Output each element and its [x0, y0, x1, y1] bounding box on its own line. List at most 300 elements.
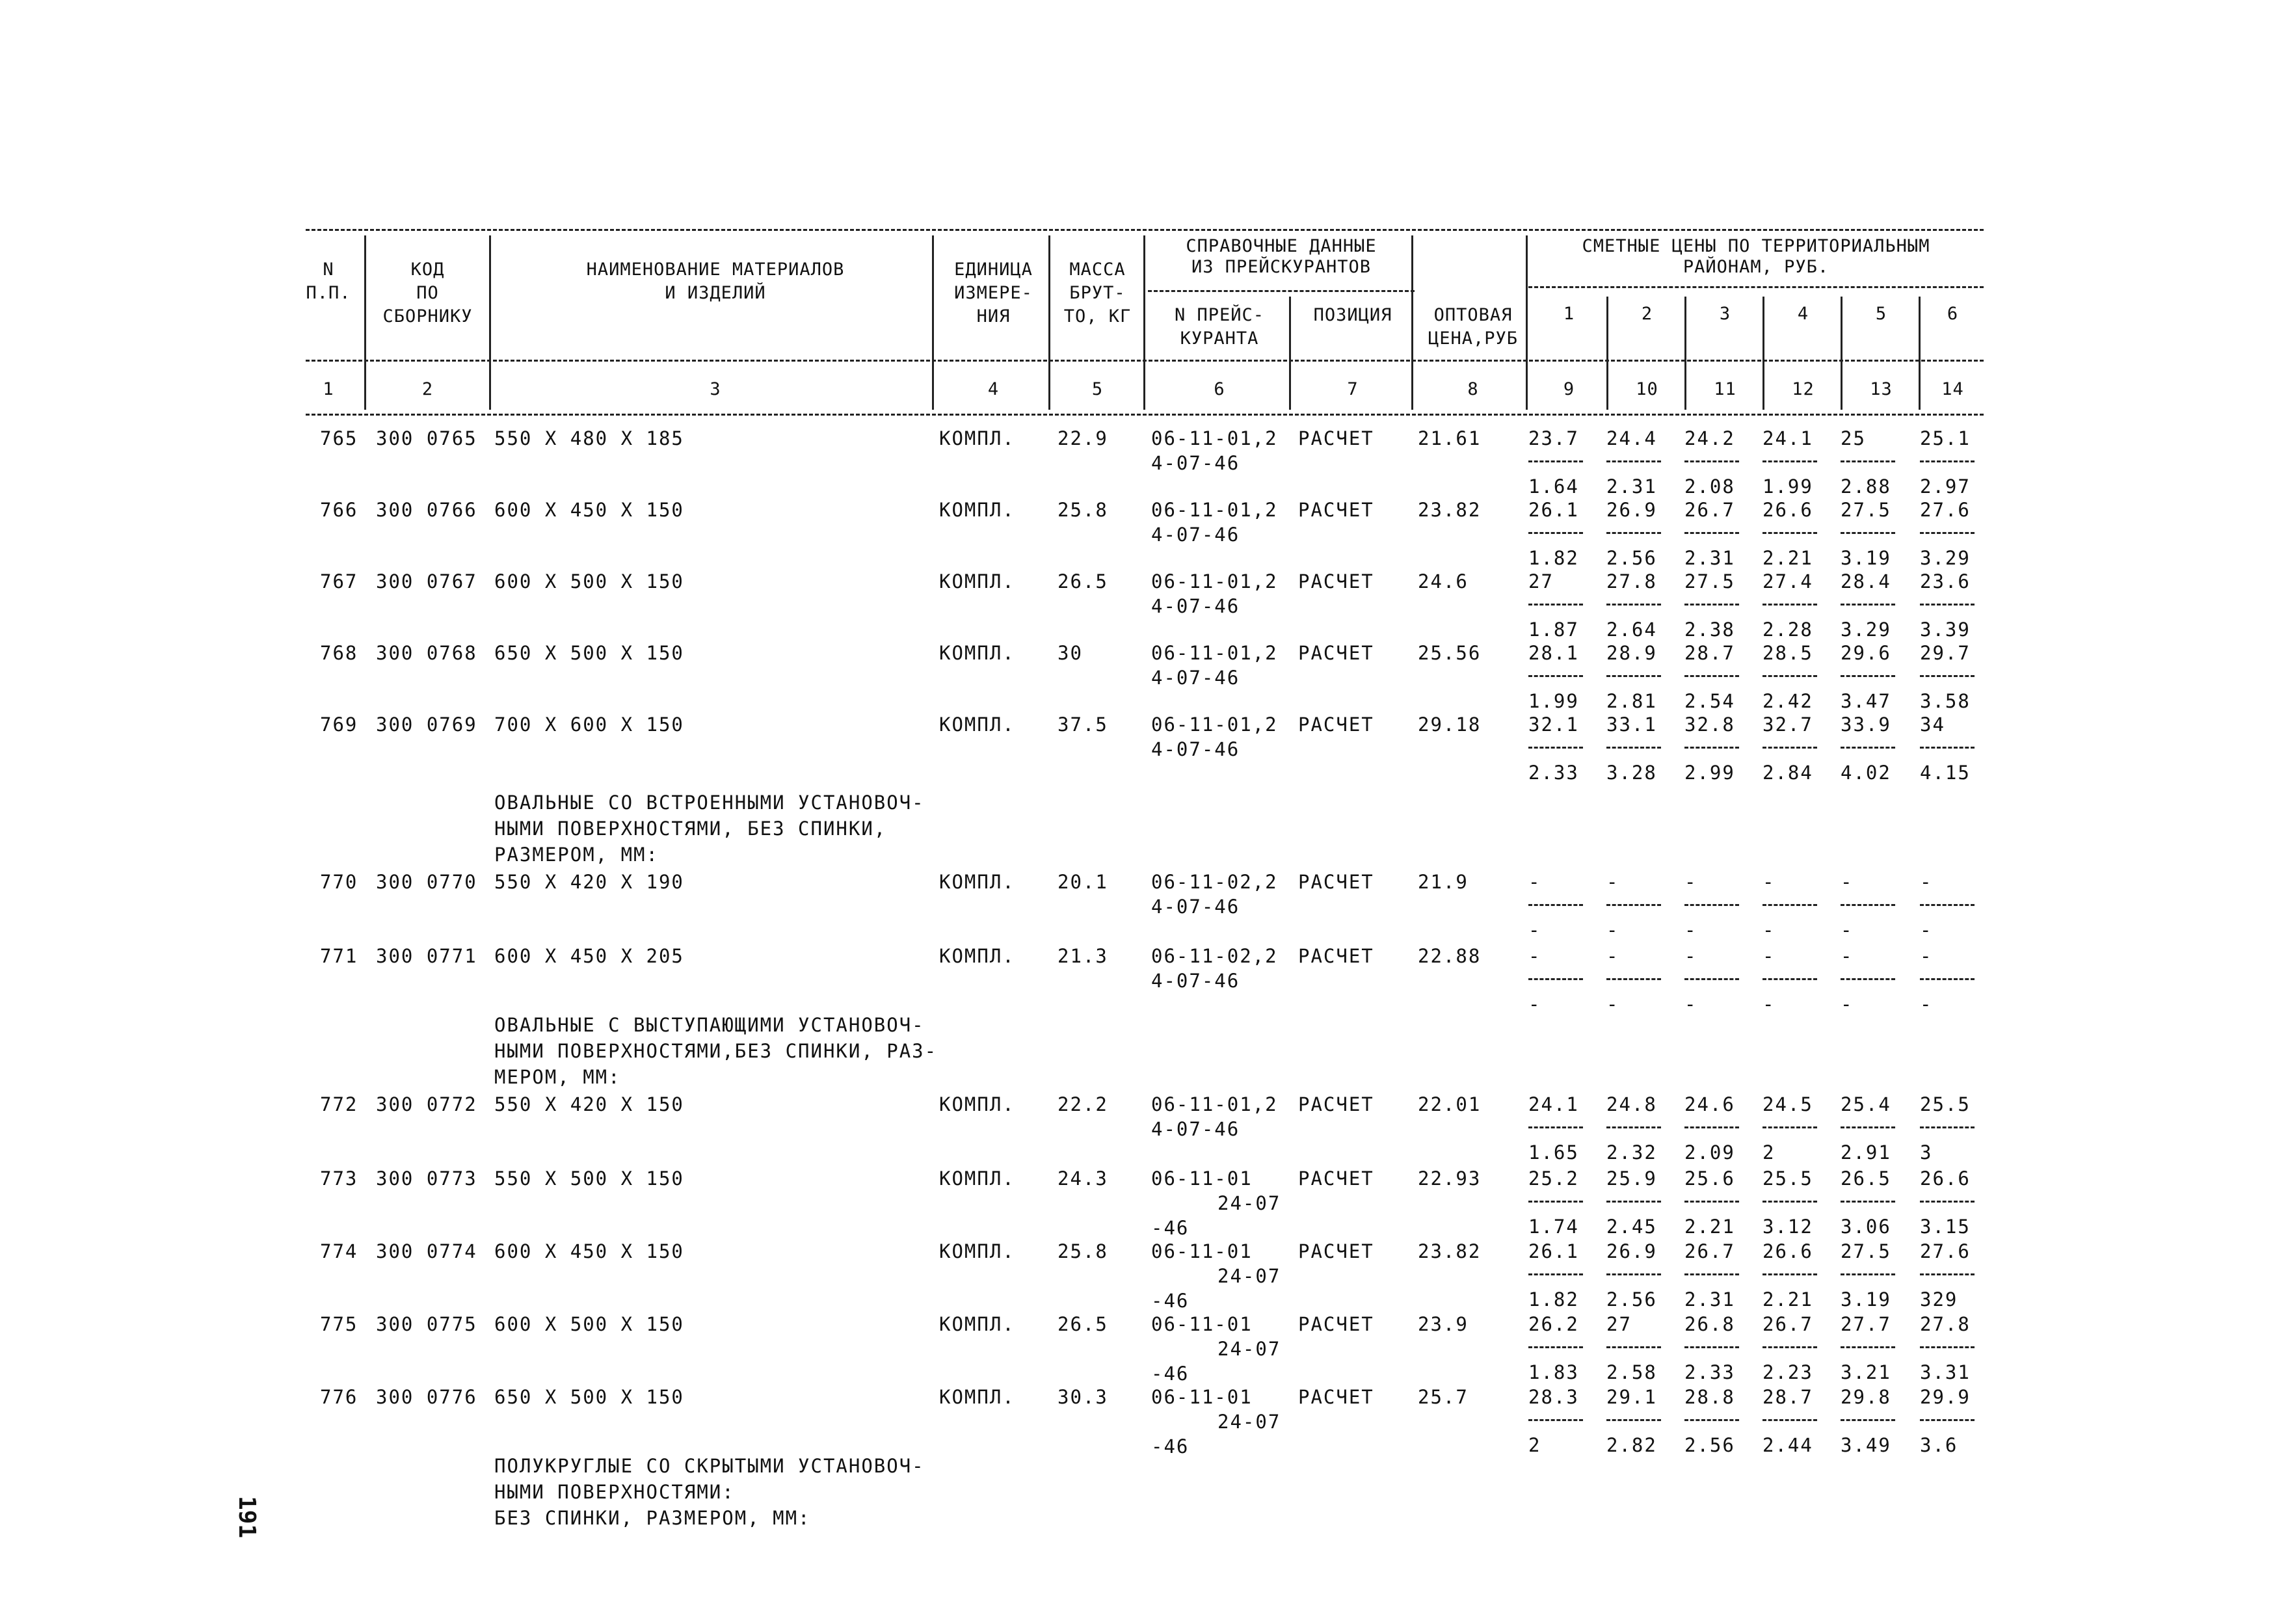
- fraction-bar: [1528, 675, 1583, 677]
- row-region-price: 29.9: [1920, 1386, 1971, 1408]
- row-position: РАСЧЕТ: [1298, 713, 1374, 736]
- row-region-price-sub: 2.28: [1763, 619, 1813, 641]
- row-code: 300 0774: [376, 1240, 477, 1262]
- section-line: НЫМИ ПОВЕРХНОСТЯМИ, БЕЗ СПИНКИ,: [494, 818, 887, 840]
- fraction-bar: [1841, 1346, 1895, 1348]
- row-region-price-sub: 1.87: [1528, 619, 1579, 641]
- fraction-bar: [1841, 904, 1895, 906]
- section-line: ПОЛУКРУГЛЫЕ СО СКРЫТЫМИ УСТАНОВОЧ-: [494, 1455, 925, 1477]
- row-region-price: -: [1841, 945, 1854, 967]
- row-region-price-sub: 1.74: [1528, 1216, 1579, 1238]
- section-line: МЕРОМ, ММ:: [494, 1066, 621, 1088]
- row-region-price-sub: 1.99: [1763, 475, 1813, 498]
- fraction-bar: [1606, 747, 1661, 749]
- header-niya: НИЯ: [976, 306, 1011, 326]
- header-iz-preis: ИЗ ПРЕЙСКУРАНТОВ: [1191, 257, 1372, 277]
- fraction-bar: [1684, 460, 1739, 462]
- header-smet: СМЕТНЫЕ ЦЕНЫ ПО ТЕРРИТОРИАЛЬНЫМ: [1582, 236, 1930, 256]
- fraction-bar: [1763, 1346, 1817, 1348]
- row-region-price-sub: -: [1841, 993, 1854, 1015]
- sprav-rule: [1148, 290, 1415, 292]
- fraction-bar: [1841, 1419, 1895, 1421]
- row-wholesale-price: 29.18: [1418, 713, 1482, 736]
- row-region-price: 26.1: [1528, 499, 1579, 521]
- colnum-5: 5: [1091, 379, 1104, 399]
- row-region-price-sub: 2.31: [1606, 475, 1657, 498]
- row-region-price: 24.1: [1528, 1093, 1579, 1115]
- fraction-bar: [1528, 978, 1583, 980]
- row-region-price: 24.8: [1606, 1093, 1657, 1115]
- row-position: РАСЧЕТ: [1298, 1167, 1374, 1190]
- fraction-bar: [1920, 747, 1975, 749]
- fraction-bar: [1606, 532, 1661, 534]
- row-region-price: 33.1: [1606, 713, 1657, 736]
- row-number: 773: [320, 1167, 358, 1190]
- colnum-11: 11: [1714, 379, 1736, 399]
- fraction-bar: [1684, 675, 1739, 677]
- row-unit: КОМПЛ.: [939, 570, 1015, 592]
- fraction-bar: [1920, 1419, 1975, 1421]
- fraction-bar: [1684, 1201, 1739, 1203]
- row-wholesale-price: 21.9: [1418, 871, 1469, 893]
- row-mass: 25.8: [1058, 499, 1108, 521]
- col-sep: [1526, 235, 1528, 410]
- row-number: 765: [320, 427, 358, 449]
- row-region-price: -: [1920, 945, 1933, 967]
- row-region-price: 32.7: [1763, 713, 1813, 736]
- row-region-price: 27: [1606, 1313, 1632, 1335]
- row-pricelist: 06-11-01: [1151, 1167, 1253, 1190]
- row-unit: КОМПЛ.: [939, 713, 1015, 736]
- col-sep: [364, 235, 366, 410]
- row-mass: 22.9: [1058, 427, 1108, 449]
- fraction-bar: [1841, 747, 1895, 749]
- row-region-price-sub: -: [1606, 919, 1619, 941]
- row-region-price: 26.7: [1684, 1240, 1735, 1262]
- row-region-price: -: [1606, 945, 1619, 967]
- fraction-bar: [1763, 904, 1817, 906]
- row-region-price-sub: 2.33: [1684, 1361, 1735, 1383]
- row-region-price-sub: 3.12: [1763, 1216, 1813, 1238]
- row-number: 766: [320, 499, 358, 521]
- row-mass: 37.5: [1058, 713, 1108, 736]
- header-n: N: [323, 260, 334, 280]
- col-sep: [1048, 235, 1050, 410]
- row-number: 767: [320, 570, 358, 592]
- row-unit: КОМПЛ.: [939, 427, 1015, 449]
- fraction-bar: [1920, 978, 1975, 980]
- row-wholesale-price: 22.01: [1418, 1093, 1482, 1115]
- row-unit: КОМПЛ.: [939, 1167, 1015, 1190]
- section-line: НЫМИ ПОВЕРХНОСТЯМИ:: [494, 1481, 735, 1503]
- row-pricelist: 06-11-01,2: [1151, 1093, 1278, 1115]
- row-unit: КОМПЛ.: [939, 1386, 1015, 1408]
- row-region-price-sub: 2.56: [1606, 547, 1657, 569]
- page-number: 191: [233, 1496, 260, 1539]
- row-pricelist: 06-11-01,2: [1151, 713, 1278, 736]
- row-region-price-sub: 2.23: [1763, 1361, 1813, 1383]
- row-region-price-sub: 3.28: [1606, 762, 1657, 784]
- region-6: 6: [1947, 304, 1959, 324]
- row-region-price-sub: 1.82: [1528, 547, 1579, 569]
- row-region-price-sub: 2.56: [1684, 1434, 1735, 1456]
- row-region-price-sub: -: [1920, 919, 1933, 941]
- header-izdeliy: И ИЗДЕЛИЙ: [665, 283, 766, 303]
- row-region-price: 28.7: [1684, 642, 1735, 664]
- row-mass: 26.5: [1058, 1313, 1108, 1335]
- row-code: 300 0765: [376, 427, 477, 449]
- fraction-bar: [1684, 978, 1739, 980]
- header-rayonam: РАЙОНАМ, РУБ.: [1683, 257, 1829, 277]
- fraction-bar: [1684, 1126, 1739, 1128]
- row-region-price-sub: 4.02: [1841, 762, 1891, 784]
- row-pricelist: -46: [1151, 1290, 1190, 1312]
- row-number: 776: [320, 1386, 358, 1408]
- section-line: ОВАЛЬНЫЕ СО ВСТРОЕННЫМИ УСТАНОВОЧ-: [494, 792, 925, 814]
- row-position: РАСЧЕТ: [1298, 499, 1374, 521]
- header-brut: БРУТ-: [1069, 283, 1126, 303]
- fraction-bar: [1528, 1346, 1583, 1348]
- row-region-price-sub: 3.29: [1841, 619, 1891, 641]
- row-number: 772: [320, 1093, 358, 1115]
- region-5: 5: [1875, 304, 1887, 324]
- fraction-bar: [1920, 460, 1975, 462]
- row-region-price-sub: 1.82: [1528, 1288, 1579, 1311]
- row-region-price-sub: 1.99: [1528, 690, 1579, 712]
- row-region-price: 33.9: [1841, 713, 1891, 736]
- row-region-price-sub: 3.21: [1841, 1361, 1891, 1383]
- row-pricelist: -46: [1151, 1363, 1190, 1385]
- row-number: 768: [320, 642, 358, 664]
- row-region-price: 27.6: [1920, 1240, 1971, 1262]
- row-code: 300 0768: [376, 642, 477, 664]
- fraction-bar: [1606, 1419, 1661, 1421]
- colnum-12: 12: [1792, 379, 1815, 399]
- row-wholesale-price: 21.61: [1418, 427, 1482, 449]
- fraction-bar: [1920, 904, 1975, 906]
- fraction-bar: [1684, 1273, 1739, 1275]
- fraction-bar: [1528, 1419, 1583, 1421]
- row-region-price-sub: 2.84: [1763, 762, 1813, 784]
- col-sep: [1919, 297, 1921, 410]
- row-region-price: 29.6: [1841, 642, 1891, 664]
- row-name: 550 X 480 X 185: [494, 427, 684, 449]
- header-naim: НАИМЕНОВАНИЕ МАТЕРИАЛОВ: [586, 260, 845, 280]
- row-region-price-sub: 4.15: [1920, 762, 1971, 784]
- row-pricelist: -46: [1151, 1435, 1190, 1458]
- fraction-bar: [1528, 747, 1583, 749]
- row-mass: 30.3: [1058, 1386, 1108, 1408]
- row-region-price: 27.8: [1920, 1313, 1971, 1335]
- row-region-price: 32.8: [1684, 713, 1735, 736]
- fraction-bar: [1606, 604, 1661, 606]
- row-pricelist: 4-07-46: [1151, 738, 1240, 760]
- row-position: РАСЧЕТ: [1298, 871, 1374, 893]
- row-region-price-sub: 2.82: [1606, 1434, 1657, 1456]
- row-code: 300 0776: [376, 1386, 477, 1408]
- fraction-bar: [1841, 604, 1895, 606]
- fraction-bar: [1684, 1419, 1739, 1421]
- fraction-bar: [1763, 1201, 1817, 1203]
- row-name: 600 X 500 X 150: [494, 570, 684, 592]
- fraction-bar: [1606, 1126, 1661, 1128]
- fraction-bar: [1606, 1201, 1661, 1203]
- fraction-bar: [1528, 604, 1583, 606]
- col-sep: [1143, 235, 1145, 410]
- row-region-price: 26.2: [1528, 1313, 1579, 1335]
- row-region-price-sub: -: [1684, 993, 1697, 1015]
- row-region-price: 26.7: [1684, 499, 1735, 521]
- row-region-price: 24.2: [1684, 427, 1735, 449]
- header-sprav: СПРАВОЧНЫЕ ДАННЫЕ: [1186, 236, 1377, 256]
- row-region-price-sub: 3.06: [1841, 1216, 1891, 1238]
- row-region-price: 28.7: [1763, 1386, 1813, 1408]
- col-sep: [1684, 297, 1686, 410]
- row-code: 300 0766: [376, 499, 477, 521]
- row-pricelist: 06-11-02,2: [1151, 871, 1278, 893]
- row-mass: 30: [1058, 642, 1083, 664]
- row-position: РАСЧЕТ: [1298, 1093, 1374, 1115]
- header-izmere: ИЗМЕРЕ-: [954, 283, 1033, 303]
- row-region-price-sub: 2.21: [1684, 1216, 1735, 1238]
- row-region-price-sub: 2.56: [1606, 1288, 1657, 1311]
- row-wholesale-price: 24.6: [1418, 570, 1469, 592]
- row-region-price-sub: 1.64: [1528, 475, 1579, 498]
- row-region-price-sub: 2.81: [1606, 690, 1657, 712]
- fraction-bar: [1684, 604, 1739, 606]
- row-pricelist: 06-11-01: [1151, 1386, 1253, 1408]
- row-region-price: 25.9: [1606, 1167, 1657, 1190]
- row-region-price-sub: 2.54: [1684, 690, 1735, 712]
- fraction-bar: [1763, 1419, 1817, 1421]
- fraction-bar: [1841, 1201, 1895, 1203]
- row-region-price-sub: -: [1841, 919, 1854, 941]
- row-name: 650 X 500 X 150: [494, 1386, 684, 1408]
- row-position: РАСЧЕТ: [1298, 1386, 1374, 1408]
- col-sep: [1289, 297, 1291, 410]
- row-pricelist: 4-07-46: [1151, 524, 1240, 546]
- row-region-price: 27.5: [1841, 1240, 1891, 1262]
- row-region-price: -: [1606, 871, 1619, 893]
- row-pricelist: 06-11-02,2: [1151, 945, 1278, 967]
- row-region-price-sub: 3.6: [1920, 1434, 1958, 1456]
- section-line: НЫМИ ПОВЕРХНОСТЯМИ,БЕЗ СПИНКИ, РАЗ-: [494, 1040, 938, 1062]
- row-pricelist: 06-11-01: [1151, 1240, 1253, 1262]
- row-wholesale-price: 22.93: [1418, 1167, 1482, 1190]
- row-number: 775: [320, 1313, 358, 1335]
- row-region-price-sub: 1.83: [1528, 1361, 1579, 1383]
- header-to-kg: ТО, КГ: [1063, 306, 1132, 326]
- colnum-6: 6: [1214, 379, 1225, 399]
- row-region-price: 26.9: [1606, 499, 1657, 521]
- fraction-bar: [1684, 532, 1739, 534]
- row-pricelist: 06-11-01,2: [1151, 570, 1278, 592]
- row-region-price-sub: 2.45: [1606, 1216, 1657, 1238]
- row-pricelist: 24-07: [1217, 1192, 1281, 1214]
- fraction-bar: [1684, 1346, 1739, 1348]
- row-region-price-sub: 2: [1763, 1141, 1776, 1164]
- row-pricelist: 24-07: [1217, 1265, 1281, 1287]
- header-kod: КОД: [410, 260, 445, 280]
- fraction-bar: [1920, 675, 1975, 677]
- colnum-2: 2: [421, 379, 434, 399]
- row-region-price: -: [1684, 871, 1697, 893]
- row-region-price: 24.1: [1763, 427, 1813, 449]
- row-mass: 24.3: [1058, 1167, 1108, 1190]
- row-region-price-sub: 2.31: [1684, 1288, 1735, 1311]
- row-pricelist: -46: [1151, 1217, 1190, 1239]
- row-region-price: 27.5: [1841, 499, 1891, 521]
- fraction-bar: [1528, 904, 1583, 906]
- row-region-price-sub: 2.44: [1763, 1434, 1813, 1456]
- row-region-price-sub: 2.33: [1528, 762, 1579, 784]
- row-region-price: 25.6: [1684, 1167, 1735, 1190]
- section-line: РАЗМЕРОМ, ММ:: [494, 844, 659, 866]
- row-unit: КОМПЛ.: [939, 1093, 1015, 1115]
- col-sep: [1411, 235, 1413, 410]
- row-region-price: -: [1684, 945, 1697, 967]
- row-code: 300 0771: [376, 945, 477, 967]
- row-mass: 21.3: [1058, 945, 1108, 967]
- row-region-price-sub: 2.31: [1684, 547, 1735, 569]
- row-region-price-sub: 2.38: [1684, 619, 1735, 641]
- header-kuranta: КУРАНТА: [1180, 328, 1259, 349]
- row-position: РАСЧЕТ: [1298, 945, 1374, 967]
- smet-rule: [1528, 286, 1984, 288]
- row-region-price-sub: 2: [1528, 1434, 1541, 1456]
- row-region-price-sub: 2.64: [1606, 619, 1657, 641]
- colnum-13: 13: [1870, 379, 1893, 399]
- row-pricelist: 06-11-01: [1151, 1313, 1253, 1335]
- row-position: РАСЧЕТ: [1298, 1240, 1374, 1262]
- row-unit: КОМПЛ.: [939, 1240, 1015, 1262]
- fraction-bar: [1528, 1126, 1583, 1128]
- row-pricelist: 4-07-46: [1151, 896, 1240, 918]
- fraction-bar: [1920, 532, 1975, 534]
- row-name: 600 X 450 X 150: [494, 499, 684, 521]
- row-code: 300 0772: [376, 1093, 477, 1115]
- row-region-price-sub: 1.65: [1528, 1141, 1579, 1164]
- row-region-price: -: [1528, 871, 1541, 893]
- row-unit: КОМПЛ.: [939, 642, 1015, 664]
- row-name: 700 X 600 X 150: [494, 713, 684, 736]
- fraction-bar: [1606, 1346, 1661, 1348]
- row-region-price: -: [1841, 871, 1854, 893]
- colnum-4: 4: [987, 379, 1000, 399]
- header-cena-rub: ЦЕНА,РУБ: [1428, 328, 1519, 349]
- row-position: РАСЧЕТ: [1298, 427, 1374, 449]
- row-region-price-sub: -: [1763, 993, 1776, 1015]
- header-bottom-rule: [306, 414, 1984, 416]
- row-region-price-sub: 2.21: [1763, 547, 1813, 569]
- row-unit: КОМПЛ.: [939, 945, 1015, 967]
- fraction-bar: [1528, 1273, 1583, 1275]
- row-position: РАСЧЕТ: [1298, 642, 1374, 664]
- header-edinica: ЕДИНИЦА: [954, 260, 1033, 280]
- fraction-bar: [1841, 460, 1895, 462]
- row-region-price-sub: 2.32: [1606, 1141, 1657, 1164]
- row-wholesale-price: 25.7: [1418, 1386, 1469, 1408]
- colnum-9: 9: [1563, 379, 1575, 399]
- region-1: 1: [1563, 304, 1575, 324]
- row-region-price-sub: 2.09: [1684, 1141, 1735, 1164]
- fraction-bar: [1920, 1201, 1975, 1203]
- col-sep: [1841, 297, 1842, 410]
- fraction-bar: [1606, 460, 1661, 462]
- row-wholesale-price: 23.9: [1418, 1313, 1469, 1335]
- row-region-price-sub: 3.31: [1920, 1361, 1971, 1383]
- row-pricelist: 4-07-46: [1151, 970, 1240, 992]
- row-region-price-sub: 2.58: [1606, 1361, 1657, 1383]
- row-region-price: 28.9: [1606, 642, 1657, 664]
- section-line: БЕЗ СПИНКИ, РАЗМЕРОМ, ММ:: [494, 1507, 811, 1529]
- row-region-price-sub: 3.47: [1841, 690, 1891, 712]
- row-region-price: -: [1763, 945, 1776, 967]
- row-name: 600 X 450 X 205: [494, 945, 684, 967]
- row-region-price: 25.1: [1920, 427, 1971, 449]
- fraction-bar: [1920, 1273, 1975, 1275]
- fraction-bar: [1763, 978, 1817, 980]
- row-region-price-sub: 2.21: [1763, 1288, 1813, 1311]
- row-wholesale-price: 23.82: [1418, 499, 1482, 521]
- row-pricelist: 06-11-01,2: [1151, 499, 1278, 521]
- row-pricelist: 24-07: [1217, 1411, 1281, 1433]
- row-region-price: -: [1920, 871, 1933, 893]
- row-pricelist: 4-07-46: [1151, 667, 1240, 689]
- row-unit: КОМПЛ.: [939, 871, 1015, 893]
- row-position: РАСЧЕТ: [1298, 1313, 1374, 1335]
- fraction-bar: [1763, 1273, 1817, 1275]
- row-region-price: -: [1763, 871, 1776, 893]
- row-region-price: 29.1: [1606, 1386, 1657, 1408]
- row-region-price: 26.7: [1763, 1313, 1813, 1335]
- row-region-price: 27.7: [1841, 1313, 1891, 1335]
- row-region-price: 26.5: [1841, 1167, 1891, 1190]
- fraction-bar: [1606, 978, 1661, 980]
- row-wholesale-price: 23.82: [1418, 1240, 1482, 1262]
- fraction-bar: [1528, 460, 1583, 462]
- row-mass: 22.2: [1058, 1093, 1108, 1115]
- row-region-price: 23.7: [1528, 427, 1579, 449]
- fraction-bar: [1763, 604, 1817, 606]
- fraction-bar: [1763, 460, 1817, 462]
- row-region-price: 26.9: [1606, 1240, 1657, 1262]
- row-region-price: 29.8: [1841, 1386, 1891, 1408]
- row-region-price-sub: 3.58: [1920, 690, 1971, 712]
- row-region-price: 24.6: [1684, 1093, 1735, 1115]
- row-region-price: 26.1: [1528, 1240, 1579, 1262]
- colnum-14: 14: [1941, 379, 1964, 399]
- row-pricelist: 4-07-46: [1151, 595, 1240, 617]
- region-4: 4: [1797, 304, 1809, 324]
- row-region-price: 28.8: [1684, 1386, 1735, 1408]
- fraction-bar: [1606, 1273, 1661, 1275]
- section-line: ОВАЛЬНЫЕ С ВЫСТУПАЮЩИМИ УСТАНОВОЧ-: [494, 1014, 925, 1036]
- row-region-price: 27: [1528, 570, 1554, 592]
- fraction-bar: [1606, 675, 1661, 677]
- row-wholesale-price: 22.88: [1418, 945, 1482, 967]
- row-code: 300 0773: [376, 1167, 477, 1190]
- colnum-10: 10: [1636, 379, 1658, 399]
- row-region-price-sub: -: [1606, 993, 1619, 1015]
- row-region-price: 25.2: [1528, 1167, 1579, 1190]
- fraction-bar: [1841, 978, 1895, 980]
- fraction-bar: [1684, 747, 1739, 749]
- row-region-price-sub: 329: [1920, 1288, 1958, 1311]
- row-region-price-sub: 3: [1920, 1141, 1933, 1164]
- row-region-price: 26.6: [1763, 1240, 1813, 1262]
- row-number: 771: [320, 945, 358, 967]
